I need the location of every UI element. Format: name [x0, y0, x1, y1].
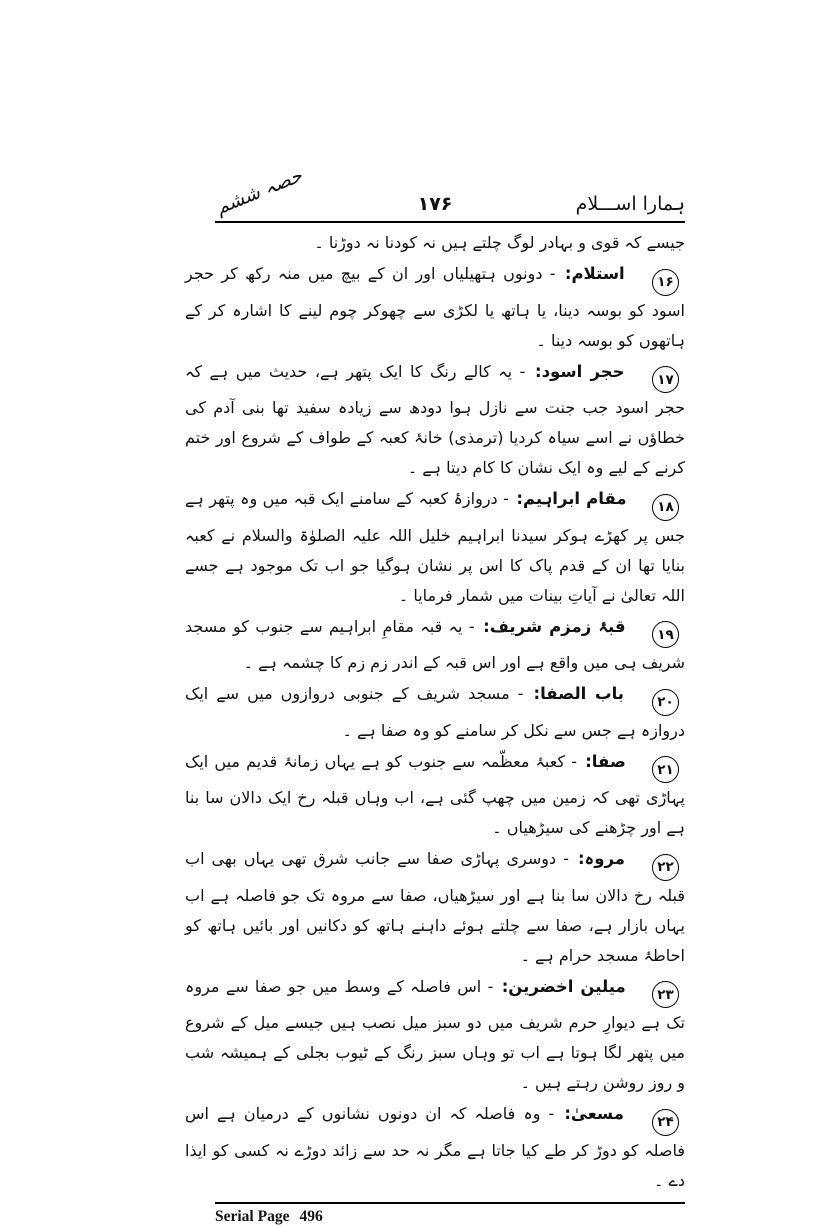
entry-number: ۲۰ [657, 694, 674, 710]
entry-term: مروہ: [577, 849, 625, 868]
entry-number-badge [652, 981, 679, 1008]
entry-text: - وہ فاصلہ کہ ان دونوں نشانوں کے درمیان ہے اس فاصلہ کو دوڑ کر طے کیا جاتا ہے مگر نہ حد سے زائد دوڑے نہ کسی کو ایذا دے ۔ [185, 1104, 685, 1190]
entry-term: مقام ابراہیم: [516, 489, 627, 508]
book-title: ہمارا اســـلام [575, 193, 685, 215]
entry-number-badge [652, 689, 679, 716]
entry-number-badge [652, 494, 679, 521]
entry-number: ۱۸ [657, 499, 674, 515]
serial-page-label: Serial Page [215, 1207, 290, 1225]
entry-term: مسعیٰ: [564, 1104, 624, 1123]
header-rule [215, 221, 685, 223]
glossary-entry-19 [185, 612, 685, 679]
entry-text: - یہ کالے رنگ کا ایک پتھر ہے، حدیث میں ہے کہ حجر اسود جب جنت سے نازل ہوا دودھ سے زیادہ سفید تھا بنی آدم کی خطاؤں نے اسے سیاہ کردیا (ترمذی) خانۂ کعبہ کے طواف کے شروع اور ختم کرنے کے لیے وہ ایک نشان کا کام دیتا ہے ۔ [185, 361, 685, 477]
body-text [185, 228, 685, 1196]
entry-text: - دوسری پہاڑی صفا سے جانب شرق تھی یہاں بھی اب قبلہ رخ دالان سا بنا ہے اور سیڑھیاں، صفا سے مروہ تک جو فاصلہ ہے اب یہاں بازار ہے، صفا سے چلتے ہوئے داہنے ہاتھ کو دکانیں اور بائیں ہاتھ کو احاطۂ مسجد حرام ہے ۔ [185, 849, 685, 965]
glossary-entry-21 [185, 747, 685, 844]
entry-number: ۲۲ [657, 859, 674, 875]
entry-term: میلین اخضرین: [501, 976, 626, 996]
entry-number: ۱۷ [657, 371, 674, 388]
part-title-calligraphy: حصہ ششم [212, 164, 306, 219]
carryover-line: جیسے کہ قوی و بہادر لوگ چلتے ہیں نہ کودنا نہ دوڑنا ۔ [314, 233, 685, 252]
page-footer [215, 1202, 685, 1226]
entry-number-badge [652, 1109, 679, 1136]
glossary-entry-18 [185, 484, 685, 611]
entry-number: ۲۳ [657, 986, 674, 1003]
entry-text: - مسجد شریف کے جنوبی دروازوں میں سے ایک دروازہ ہے جس سے نکل کر سامنے کو وہ صفا ہے ۔ [185, 684, 685, 740]
entry-term: استلام: [564, 264, 625, 283]
entry-number-badge [652, 621, 679, 648]
serial-page-number: 496 [299, 1207, 323, 1225]
entry-text: - دونوں ہتھیلیاں اور ان کے بیچ میں منہ رکھ کر حجر اسود کو بوسہ دینا، یا ہاتھ یا لکڑی سے چھوکر چوم لینے کا اشارہ کر کے ہاتھوں کو بوسہ دینا ۔ [185, 264, 685, 350]
entry-number-badge [652, 854, 679, 881]
entry-number-badge [652, 366, 679, 393]
entry-number: ۱۹ [657, 626, 674, 643]
page-content-column [185, 0, 685, 1226]
glossary-entry-24 [185, 1099, 685, 1196]
glossary-entry-23 [185, 972, 685, 1099]
entry-text: - یہ قبہ مقامِ ابراہیم سے جنوب کو مسجد شریف ہی میں واقع ہے اور اس قبہ کے اندر زم زم کا چشمہ ہے ۔ [185, 616, 685, 672]
entry-number-badge [652, 269, 679, 296]
entry-number: ۲۱ [657, 761, 674, 778]
page-header [185, 0, 685, 223]
glossary-entry-22 [185, 844, 685, 971]
entry-term: قبۂ زمزم شریف: [483, 616, 626, 636]
entry-term: حجر اسود: [534, 361, 625, 381]
glossary-entry-20 [185, 679, 685, 746]
entry-text: - دروازۂ کعبہ کے سامنے ایک قبہ میں وہ پتھر ہے جس پر کھڑے ہوکر سیدنا ابراہیم خلیل اللہ علیہ الصلوٰۃ والسلام نے کعبہ بنایا تھا ان کے قدم پاک کا اس پر نشان ہوگیا جو اب تک موجود ہے جسے اللہ تعالیٰ نے آیاتِ بینات میں شمار فرمایا ۔ [185, 489, 685, 605]
entry-text: - کعبۂ معظّمہ سے جنوب کو ہے یہاں زمانۂ قدیم میں ایک پہاڑی تھی کہ زمین میں چھپ گئی ہے، اب وہاں قبلہ رخ ایک دالان سا بنا ہے اور چڑھنے کی سیڑھیاں ۔ [185, 751, 685, 837]
entry-term: باب الصفا: [533, 684, 624, 703]
page-number: ۱۷۶ [417, 193, 453, 215]
entry-number-badge [652, 756, 679, 783]
glossary-entry-16 [185, 259, 685, 356]
entry-number: ۲۴ [657, 1114, 674, 1130]
entry-number: ۱۶ [657, 274, 674, 290]
glossary-entry-17 [185, 357, 685, 484]
entry-text: - اس فاصلہ کے وسط میں جو صفا سے مروہ تک ہے دیوارِ حرم شریف میں دو سبز میل نصب ہیں جیسے میل کے شروع میں پتھر لگا ہوتا ہے اب تو وہاں سبز رنگ کے ٹیوب بجلی کے ہمیشہ شب و روز روشن رہتے ہیں ۔ [185, 976, 685, 1092]
entry-term: صفا: [585, 751, 626, 771]
